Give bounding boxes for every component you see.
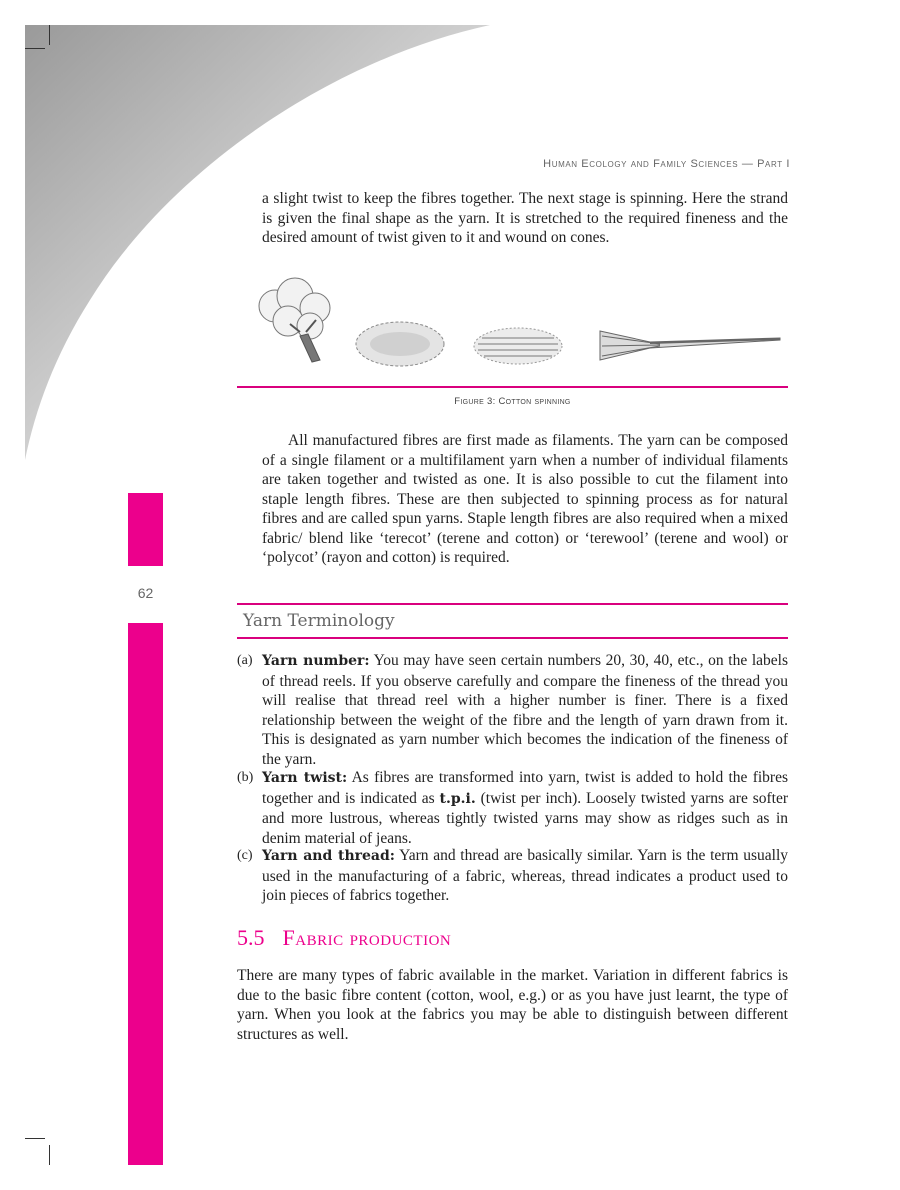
crop-mark: [49, 1145, 50, 1165]
tpi-abbreviation: t.p.i.: [439, 790, 476, 807]
page-number: 62: [137, 585, 154, 601]
term-description-continued: (twist per inch). Loosely twisted yarns are softer and more lustrous, whereas tightly twisted yarns may show as ridges such as in denim material of jeans.: [262, 789, 788, 847]
cotton-spinning-figure: [250, 276, 795, 376]
cotton-boll-illustration: [259, 278, 330, 362]
heading-rule-bottom: [237, 637, 788, 639]
term-description: You may have seen certain numbers 20, 30, 40, etc., on the labels of thread reels. If you observe carefully and compare the fineness of the thread you will realise that thread reel with a higher number is finer. There is a fixed relationship between the weight of the fibre and the length of yarn drawn from it. This is designated as yarn number which becomes the indication of the fineness of the yarn.: [262, 652, 788, 768]
crop-mark: [25, 1138, 45, 1139]
term-label: Yarn number:: [262, 653, 370, 669]
term-description: As fibres are transformed into yarn, twist is added to hold the fibres together and is indicated as: [262, 769, 788, 807]
term-label: Yarn twist:: [262, 770, 348, 786]
running-header: Human Ecology and Family Sciences — Part I: [543, 158, 790, 170]
intro-paragraph: a slight twist to keep the fibres together. The next stage is spinning. Here the strand is given the final shape as the yarn. It is stretched to the required fineness and the desired amount of twist given to it and wound on cones.: [262, 190, 788, 246]
side-accent-bar: [128, 623, 163, 1165]
list-marker: (a): [237, 653, 253, 668]
section-number: 5.5: [237, 925, 265, 950]
manufactured-fibres-paragraph: All manufactured fibres are first made as filaments. The yarn can be composed of a single filament or a multifilament yarn when a number of individual filaments are taken together and twisted as one. It is also possible to cut the filament into staple length fibres. These are then subjected to spinning process as for natural fibres and are called spun yarns. Staple length fibres are also required when a mixed fabric/ blend like ‘terecot’ (terene and cotton) or ‘terewool’ (terene and wool) or ‘polycot’ (rayon and cotton) is required.: [262, 432, 788, 566]
list-item: [237, 651, 788, 769]
side-accent-bar: [128, 493, 163, 566]
yarn-terminology-heading: Yarn Terminology: [243, 611, 395, 631]
cotton-lap-illustration: [356, 322, 444, 366]
cotton-sliver-illustration: [474, 328, 562, 364]
term-label: Yarn and thread:: [262, 848, 395, 864]
section-title: Fabric production: [282, 925, 452, 950]
term-description: Yarn and thread are basically similar. Yarn is the term usually used in the manufacturing of a fabric, whereas, thread indicates a product used to join pieces of fabrics together.: [262, 847, 789, 904]
fabric-production-paragraph: There are many types of fabric available in the market. Variation in different fabrics is due to the basic fibre content (cotton, wool, e.g.) or as you have just learnt, the type of yarn. When you look at the fabrics you may be able to distinguish between different structures as well.: [237, 967, 788, 1043]
heading-rule-top: [237, 603, 788, 605]
crop-mark: [25, 48, 45, 49]
figure-caption: Figure 3: Cotton spinning: [454, 396, 571, 407]
list-marker: (c): [237, 848, 253, 863]
list-marker: (b): [237, 770, 254, 785]
section-heading: [237, 925, 451, 951]
crop-mark: [49, 25, 50, 45]
list-item: [237, 846, 788, 906]
list-item: [237, 768, 788, 848]
figure-rule: [237, 386, 788, 388]
spun-yarn-illustration: [600, 331, 780, 360]
